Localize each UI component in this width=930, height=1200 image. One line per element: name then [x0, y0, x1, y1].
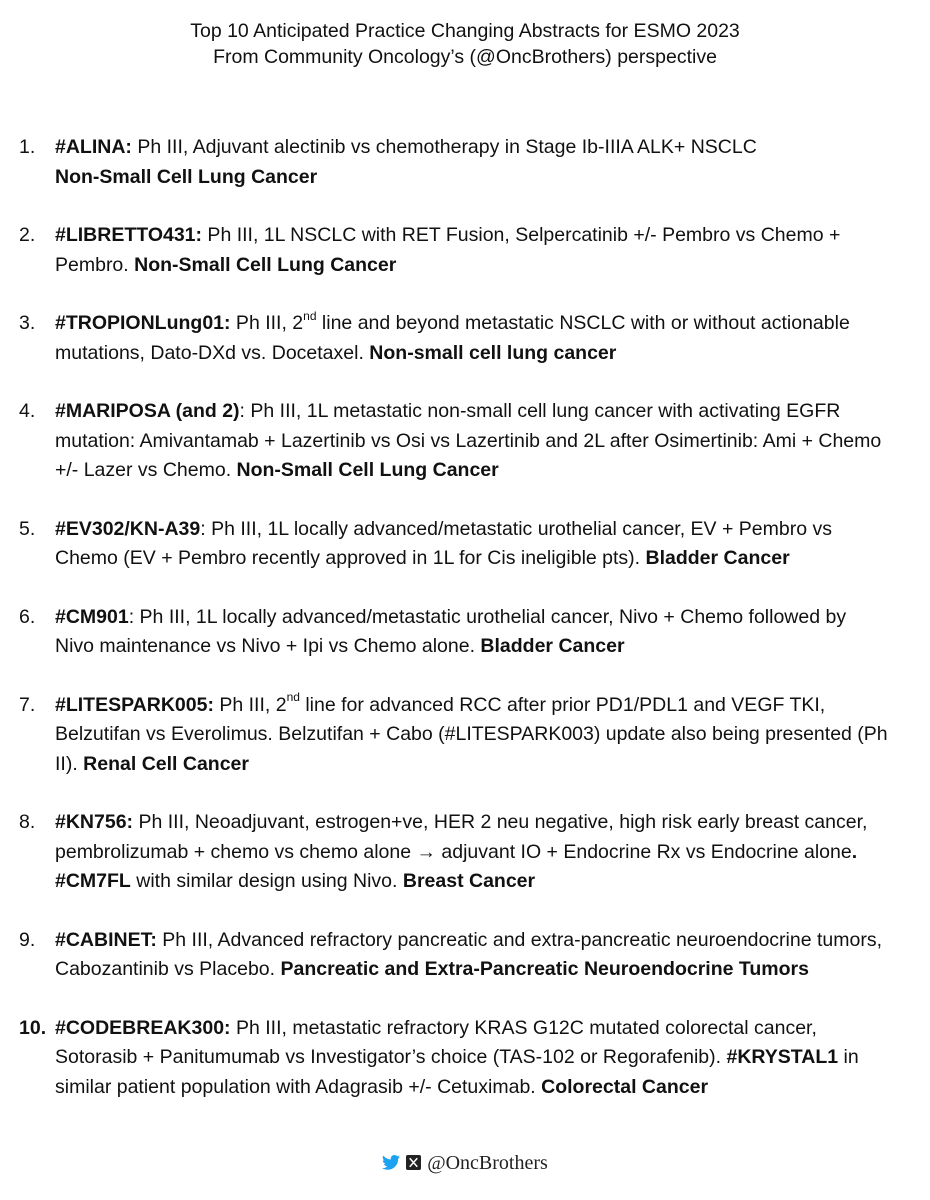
cancer-type: Bladder Cancer [645, 547, 790, 569]
trial-tag: #ALINA: [55, 136, 132, 158]
trial-tag: #CABINET: [55, 928, 157, 951]
x-logo-icon [406, 1151, 421, 1177]
arrow-icon: → [416, 840, 436, 863]
item-number: 10. [19, 1016, 47, 1039]
ordinal-suffix: nd [303, 308, 317, 323]
cancer-type: Breast Cancer [402, 870, 536, 892]
cancer-type: Bladder Cancer [480, 635, 625, 657]
trial-tag: #MARIPOSA (and 2) [55, 400, 240, 422]
footer-handle: @OncBrothers [427, 1152, 548, 1174]
cancer-type: Colorectal Cancer [541, 1075, 709, 1098]
trial-tag-secondary: . #CM7FL [55, 840, 858, 892]
abstract-list [0, 133, 930, 1131]
trial-description: : Ph III, 1L metastatic non-small cell lung cancer with activating EGFR mutation: Amivantamab + Lazertinib vs Osi vs Lazertinib and 2L after Osimertinib: Ami + Chemo +/- Lazer vs Chemo. [55, 400, 882, 481]
trial-tag: #CODEBREAK300: [55, 1016, 231, 1039]
item-number: 2. [19, 224, 36, 246]
list-item [0, 309, 930, 368]
cancer-type: Non-Small Cell Lung Cancer [55, 165, 318, 188]
cancer-type: Non-small cell lung cancer [369, 341, 617, 364]
item-number: 6. [19, 605, 36, 628]
trial-description: Ph III, 2 [230, 312, 304, 334]
trial-tag: #LITESPARK005: [55, 693, 214, 716]
trial-tag: #CM901 [55, 605, 129, 628]
item-number: 8. [19, 811, 36, 833]
item-number: 1. [19, 136, 36, 158]
list-item [0, 221, 930, 280]
list-item [0, 515, 930, 574]
trial-description: : Ph III, 1L locally advanced/metastatic urothelial cancer, Nivo + Chemo followed by Nivo maintenance vs Nivo + Ipi vs Chemo alone. [55, 605, 847, 657]
title-line-1: Top 10 Anticipated Practice Changing Abstracts for ESMO 2023 [190, 20, 740, 42]
list-item [0, 808, 930, 897]
cancer-type: Renal Cell Cancer [83, 752, 249, 775]
cancer-type: Pancreatic and Extra-Pancreatic Neuroendocrine Tumors [280, 958, 809, 980]
trial-description: Ph III, Advanced refractory pancreatic and extra-pancreatic neuroendocrine tumors, Cabozantinib vs Placebo. [55, 928, 882, 980]
trial-description-tail: with similar design using Nivo. [130, 870, 403, 892]
trial-description-cont: in similar patient population with Adagrasib +/- Cetuximab. [55, 1046, 859, 1098]
list-item [0, 133, 930, 192]
list-item [0, 1014, 930, 1103]
item-number: 5. [19, 517, 36, 540]
trial-description-cont: adjuvant IO + Endocrine Rx vs Endocrine alone [435, 840, 852, 863]
trial-description: Ph III, metastatic refractory KRAS G12C mutated colorectal cancer, Sotorasib + Panitumumab vs Investigator’s choice (TAS-102 or Regorafenib). [55, 1016, 817, 1068]
trial-description: Ph III, 2 [213, 693, 287, 716]
item-number: 9. [19, 928, 36, 951]
cancer-type: Non-Small Cell Lung Cancer [134, 253, 397, 276]
item-number: 7. [19, 693, 36, 716]
trial-description: Ph III, Neoadjuvant, estrogen+ve, HER 2 neu negative, high risk early breast cancer, pembrolizumab + chemo vs chemo alone [55, 811, 868, 863]
trial-tag: #EV302/KN-A39 [55, 517, 201, 540]
cancer-type: Non-Small Cell Lung Cancer [236, 459, 499, 481]
item-number: 4. [19, 400, 36, 422]
trial-tag-secondary: #KRYSTAL1 [726, 1046, 839, 1068]
trial-tag: #KN756: [55, 811, 134, 833]
list-item [0, 603, 930, 662]
twitter-bird-icon [382, 1151, 400, 1177]
list-item [0, 397, 930, 486]
list-item [0, 691, 930, 780]
trial-tag: #LIBRETTO431: [55, 224, 203, 246]
title-line-2: From Community Oncology’s (@OncBrothers) perspective [213, 46, 717, 68]
list-item [0, 926, 930, 985]
footer [0, 1150, 930, 1177]
item-number: 3. [19, 312, 36, 334]
ordinal-suffix: nd [286, 690, 300, 704]
document-header [0, 18, 930, 70]
trial-description-cont: line and beyond metastatic NSCLC with or without actionable mutations, Dato-DXd vs. Docetaxel. [55, 312, 850, 364]
trial-description: Ph III, 1L NSCLC with RET Fusion, Selpercatinib +/- Pembro vs Chemo + Pembro. [55, 224, 841, 276]
trial-description: : Ph III, 1L locally advanced/metastatic urothelial cancer, EV + Pembro vs Chemo (EV + Pembro recently approved in 1L for Cis ineligible pts). [55, 517, 832, 569]
trial-tag: #TROPIONLung01: [55, 312, 231, 334]
trial-description: Ph III, Adjuvant alectinib vs chemotherapy in Stage Ib-IIIA ALK+ NSCLC [131, 136, 757, 158]
trial-description-cont: line for advanced RCC after prior PD1/PDL1 and VEGF TKI, Belzutifan vs Everolimus. Belzutifan + Cabo (#LITESPARK003) update also being presented (Ph II). [55, 693, 888, 775]
